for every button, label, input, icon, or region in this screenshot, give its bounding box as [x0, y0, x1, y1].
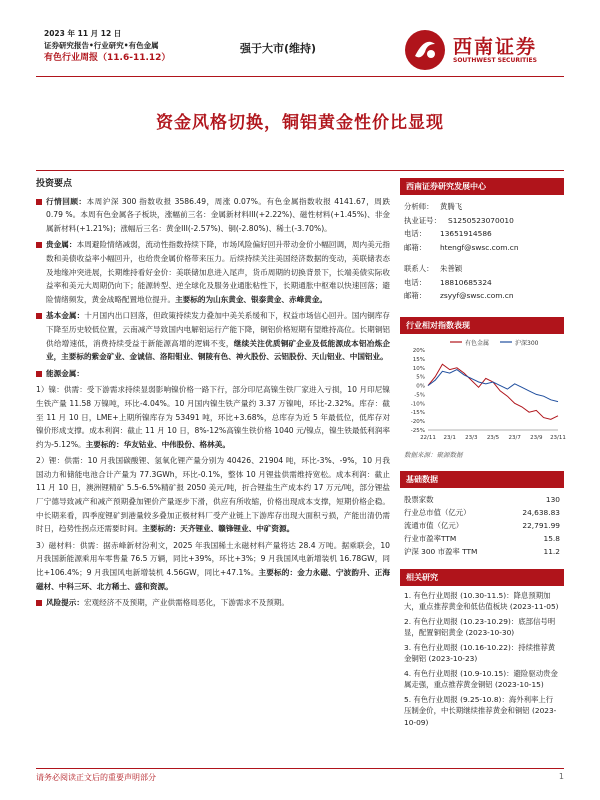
sub-text: 3）磁材料：供需：据赤峰新材汾利文，2025 年我国稀土永磁材料产量将达 28.4 万吨。据乘联会，10 月我国新能源乘用车零售量 76.5 万辆，同比+39%，环比+3%；9 月我国风电新增装机 16.78GW，同比+106.4%；9 月我国风电新增装机 4.56GW，同比+47.1%。 [36, 540, 390, 578]
x-tick-label: 22/11 [420, 434, 436, 441]
related-item[interactable]: 4. 有色行业周报 (10.9-10.15)：避险驱动贵金属走强，重点推荐黄金铜铝 (2023-10-15) [404, 668, 558, 689]
para-label: 基本金属： [46, 311, 85, 321]
perf-chart [400, 334, 564, 446]
analyst-row: 分析师： 黄腾飞 [404, 202, 463, 211]
basic-heading: 基础数据 [400, 471, 564, 488]
company-logo [405, 30, 565, 70]
report-category: 证券研究报告•行业研究•有色金属 [44, 41, 159, 50]
para-text: 本周避险情绪减弱，流动性指数持续下降，市场风险偏好回升带动金价小幅回调，周内美元指数和美债收益率小幅回升，也给贵金属价格带来压力。后续持续关注美国经济数据的变动，美联储表态及地缘冲突进展，长期维持看好金价：美联储加息进入尾声，货币周期的切换背景下，长端美债实际收益率和美元大周期仍向下；能源转型、逆全球化及服务业通胀粘性下，长期通胀中枢难以快速回落；避险情绪频发，黄金战略配置地位提升。 [46, 240, 391, 304]
y-tick-label: -25% [410, 427, 425, 434]
lithium-section [36, 454, 390, 536]
x-tick-label: 23/1 [443, 434, 456, 441]
chart-source: 数据来源：聚源数据 [404, 450, 463, 459]
y-tick-label: 10% [412, 365, 425, 372]
sub-targets: 主要标的：金力永磁、宁波韵升、正海磁材、中科三环、北方稀土、盛和资源。 [36, 568, 391, 591]
para-label: 风险提示： [46, 598, 84, 608]
y-tick-label: 0% [416, 383, 425, 390]
title-rule [36, 170, 564, 171]
para-text: 宏观经济不及预期，产业供需格局恶化，下游需求不及预期。 [83, 598, 289, 608]
header-rule [36, 76, 564, 77]
header-meta [44, 28, 170, 64]
precious-metals [36, 238, 390, 306]
analyst-block [400, 195, 564, 307]
para-label: 贵金属： [46, 240, 77, 250]
sub-targets: 主要标的：华友钴业、中伟股份、格林美。 [85, 439, 230, 449]
y-tick-label: -5% [414, 391, 425, 398]
magnet-section [36, 539, 390, 593]
related-item[interactable]: 5. 有色行业周报 (9.25-10.8)：海外利率上行压制金价，中长期继续推荐黄金和铜铝 (2023-10-09) [404, 694, 557, 727]
report-series: 有色行业周报（11.6-11.12） [44, 53, 171, 63]
x-tick-label: 23/7 [508, 434, 521, 441]
related-item[interactable]: 1. 有色行业周报 (10.30-11.5)：降息预期加大，重点推荐黄金和低估值板块 (2023-11-05) [404, 590, 559, 611]
y-tick-label: 15% [412, 356, 425, 363]
related-heading: 相关研究 [400, 569, 564, 586]
report-date: 2023 年 11 月 12 日 [44, 29, 122, 38]
basic-row: 行业市盈率TTM 15.8 [404, 533, 560, 543]
x-tick-label: 23/5 [486, 434, 500, 441]
y-tick-label: -10% [410, 400, 425, 407]
para-label: 能源金属： [46, 368, 84, 378]
email-link[interactable]: zsyyf@swsc.com.cn [440, 291, 514, 300]
contact-row: 邮箱： zsyyf@swsc.com.cn [404, 291, 514, 300]
risk-warning [36, 596, 390, 610]
base-metals [36, 309, 390, 363]
energy-metals [36, 367, 390, 381]
y-tick-label: 5% [416, 374, 425, 381]
x-tick-label: 23/11 [550, 434, 566, 441]
page-title: 资金风格切换，铜铝黄金性价比显现 [156, 113, 444, 133]
para-label: 行情回顾： [46, 196, 87, 206]
logo-en: SOUTHWEST SECURITIES [453, 57, 537, 64]
basic-row: 行业总市值（亿元） 24,638.83 [404, 507, 560, 517]
perf-heading: 行业相对指数表现 [400, 317, 564, 334]
footer-rule [36, 768, 564, 769]
basic-row: 股票家数 130 [404, 494, 560, 504]
logo-mark-icon [405, 30, 445, 70]
email-link[interactable]: htengf@swsc.com.cn [440, 242, 519, 252]
y-tick-label: -20% [410, 418, 425, 425]
sub-targets: 主要标的：天齐锂业、赣锋锂业、中矿资源。 [142, 524, 295, 534]
x-tick-label: 23/9 [530, 434, 543, 441]
rating: 强于大市(维持) [240, 42, 317, 55]
para-targets: 主要标的为山东黄金、银泰黄金、赤峰黄金。 [175, 294, 327, 304]
analyst-row: 执业证号： S1250523070010 [404, 215, 514, 225]
y-tick-label: 20% [412, 347, 425, 354]
basic-row: 流通市值（亿元） 22,791.99 [404, 520, 560, 530]
footer-disclaimer: 请务必阅读正文后的重要声明部分 [36, 773, 156, 782]
sidebar [400, 178, 564, 735]
nickel-section [36, 383, 390, 451]
legend-label-metals: 有色金属 [465, 339, 490, 347]
analyst-row: 邮箱： htengf@swsc.com.cn [404, 242, 519, 252]
logo-name: 西南证券 [453, 36, 538, 58]
related-item[interactable]: 3. 有色行业周报 (10.16-10.22)：持续推荐黄金铜铝 (2023-10-23) [404, 642, 556, 663]
contact-row: 联系人： 朱善颖 [404, 264, 463, 273]
para-text: 十月国内出口回落，但政策持续发力叠加中美关系缓和下，权益市场信心回升。国内铜库存下降至历史较低位置，云南减产导致国内电解铝运行产能下降，铜铝价格短期有望维持高位。长期铜铝供给增速低，消费持续受益于新能源高增的逻辑不变， [46, 311, 391, 348]
sub-text: 2）锂：供需：10 月我国碳酸锂、氢氧化锂产量分别为 40426、21904 吨，环比-3%、-9%，10 月我国动力和储能电池合计产量为 77.3GWh，环比-0.1%，整体 10 月锂盐供需维持宽松。成本利润：截止 11 月 10 日，澳洲锂精矿 5.5-6.5%精矿报 2050 美元/吨，折合锂盐生产成本约 17 万元/吨，部分锂盐厂宁德导致减产和减产预期叠加锂价产量逐步下滑，供应有所收缩，价格出现成本支撑，短期价格企稳。中长期来看，四季度锂矿到港量较多叠加正极材料厂受产业链上下游库存出现大面积亏损，产能出清仍需时日，趋势性拐点还需要时间。 [36, 456, 390, 534]
basic-table [400, 488, 564, 563]
analyst-row: 电话： 13651914586 [404, 229, 492, 238]
related-item[interactable]: 2. 有色行业周报 (10.23-10.29)：底部信号明显，配置铜铝黄金 (2023-10-30) [404, 616, 556, 637]
summary-column [36, 178, 390, 613]
series-line-hs300 [428, 369, 558, 401]
y-tick-label: -15% [410, 409, 425, 416]
sub-text: 1）镍：供需：受下游需求持续显弱影响镍价格一路下行，部分印尼高镍生铁厂家进入亏损，10 月印尼镍生铁产量 11.58 万镍吨，环比-4.04%。10 月国内镍生铁产量约 3.37 万镍吨，环比-2.32%。库存：截至 11 月 10 日，LME+上期所镍库存为 53491 吨，环比+3.68%，总库存为近 5 年最低位，低库存对镍价形成支撑。成本利润：截止 11 月 10 日，8%-12%高镍生铁价格 1040 元/镍点，镍生铁最低利润率约为-5.12%。 [36, 385, 390, 449]
page-number: 1 [558, 772, 564, 781]
basic-row: 沪深 300 市盈率 TTM 11.2 [404, 546, 560, 556]
summary-heading: 投资要点 [36, 179, 73, 189]
para-targets: 继续关注优质铜矿企业及低能源成本铝冶炼企业，主要标的紫金矿业、金诚信、洛阳钼业、铜陵有色、神火股份、云铝股份、天山铝业、中国铝业。 [46, 338, 391, 362]
contact-row: 电话： 18810685324 [404, 277, 492, 287]
analyst-heading: 西南证券研究发展中心 [400, 178, 564, 195]
para-text: 本周沪深 300 指数收报 3586.49，周涨 0.07%。有色金属指数收报 4141.67，周跌 0.79 %。本周有色金属各子板块，涨幅前三名：金属新材料III(+2.22%)、磁性材料(+1.45%)、非金属新材料(+1.21%)；涨幅后三名：黄金III(-2.57%)、铜(-2.80%)、稀土(-3.70%)。 [46, 196, 390, 233]
x-tick-label: 23/3 [465, 434, 478, 441]
legend-label-hs300: 沪深300 [515, 339, 539, 347]
market-review [36, 195, 390, 236]
related-list [400, 586, 564, 736]
